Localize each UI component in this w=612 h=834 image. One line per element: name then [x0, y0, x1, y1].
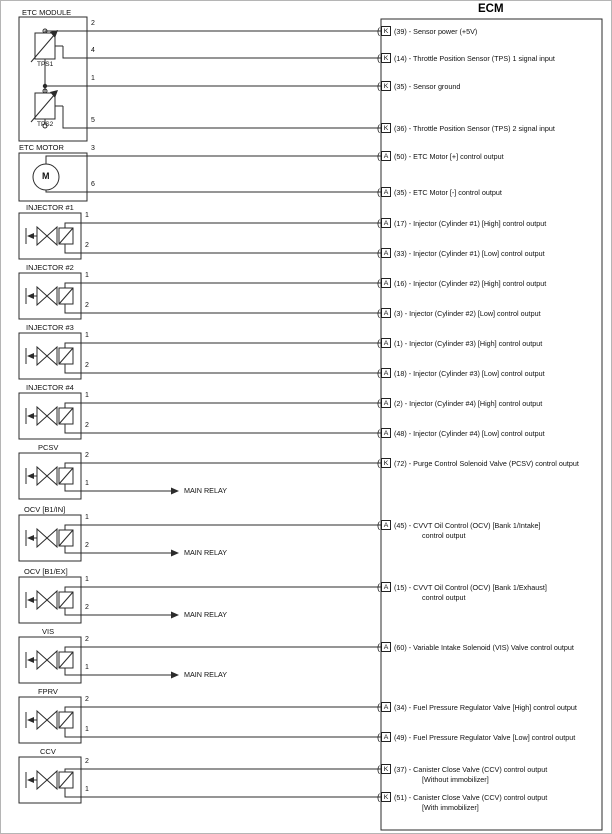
solenoid-valve-icon [26, 227, 73, 245]
pin-description: (50) - ETC Motor [+] control output [394, 151, 504, 161]
pin-number: 1 [85, 272, 89, 279]
connector-id: ( A [381, 702, 391, 712]
connector-id: ( A [381, 428, 391, 438]
injector3-label: INJECTOR #3 [26, 323, 74, 332]
pin-number: 2 [85, 452, 89, 459]
ecm-pin-entry [377, 581, 547, 593]
connector-id: ( K [381, 81, 391, 91]
fprv-symbol [19, 697, 81, 743]
tps1-label: TPS1 [37, 61, 54, 68]
connector-id: ( K [381, 458, 391, 468]
solenoid-valve-icon [26, 711, 73, 729]
pin-description: (34) - Fuel Pressure Regulator Valve [High] control output [394, 702, 577, 712]
pin-description-line2: [With immobilizer] [422, 803, 479, 812]
solenoid-valve-icon [26, 651, 73, 669]
main-relay-arrow-icons [171, 488, 179, 679]
pin-description: (37) - Canister Close Valve (CCV) control output [394, 764, 548, 774]
injector4-symbol [19, 393, 81, 439]
pin-description: (39) - Sensor power (+5V) [394, 26, 478, 36]
ecm-pin-entry [377, 150, 504, 162]
pcsv-symbol [19, 453, 81, 499]
connector-id: ( A [381, 308, 391, 318]
solenoid-valve-icon [26, 591, 73, 609]
ecm-pin-entry [377, 457, 579, 469]
pin-number: 1 [91, 75, 95, 82]
pin-number: 1 [85, 332, 89, 339]
ecm-pin-entry [377, 277, 546, 289]
connector-id: ( A [381, 248, 391, 258]
connector-id: ( A [381, 338, 391, 348]
ccv-symbol [19, 757, 81, 803]
pin-number: 3 [91, 145, 95, 152]
ecm-pin-entry [377, 217, 546, 229]
solenoid-valve-icon [26, 771, 73, 789]
tps2-icon [31, 90, 63, 122]
solenoid-valve-icon [26, 467, 73, 485]
pin-description: (35) - Sensor ground [394, 81, 461, 91]
pin-description: (15) - CVVT Oil Control (OCV) [Bank 1/Exhaust] [394, 582, 547, 592]
etc-module-label: ETC MODULE [22, 8, 72, 17]
ecm-pin-entry [377, 397, 542, 409]
solenoid-valve-icon [26, 529, 73, 547]
ecm-pin-entry [377, 731, 575, 743]
pin-number: 2 [85, 302, 89, 309]
pin-number: 2 [85, 362, 89, 369]
injector2-symbol [19, 273, 81, 319]
connector-id: ( K [381, 123, 391, 133]
pin-description: (14) - Throttle Position Sensor (TPS) 1 signal input [394, 53, 555, 63]
connector-id: ( A [381, 151, 391, 161]
ecm-pin-entry [377, 247, 545, 259]
connector-id: ( A [381, 218, 391, 228]
connector-id: ( A [381, 187, 391, 197]
pin-description: (16) - Injector (Cylinder #2) [High] control output [394, 278, 547, 288]
ecm-title: ECM [478, 3, 504, 15]
pin-description: (2) - Injector (Cylinder #4) [High] control output [394, 398, 543, 408]
injector1-symbol [19, 213, 81, 259]
ecm-pin-entry [377, 122, 555, 134]
solenoid-valve-icon [26, 347, 73, 365]
connector-id: ( K [381, 792, 391, 802]
pin-description: (51) - Canister Close Valve (CCV) control output [394, 792, 548, 802]
motor-m-label: M [42, 171, 50, 181]
pin-number: 1 [85, 480, 89, 487]
ecm-pin-entry [377, 25, 477, 37]
ocv-exhaust-label: OCV [B1/EX] [24, 567, 68, 576]
main-relay-label: MAIN RELAY [184, 610, 228, 619]
connector-id: ( A [381, 582, 391, 592]
pin-description: (45) - CVVT Oil Control (OCV) [Bank 1/Intake] [394, 520, 541, 530]
ocv-intake-label: OCV [B1/IN] [24, 505, 66, 514]
pin-description-line2: control output [422, 593, 466, 602]
connector-id: ( K [381, 26, 391, 36]
tps1-icon [31, 30, 63, 62]
pin-description: (1) - Injector (Cylinder #3) [High] control output [394, 338, 543, 348]
ecm-pin-entry [377, 186, 502, 198]
solenoid-valve-icon [26, 287, 73, 305]
pin-number: 2 [91, 20, 95, 27]
main-relay-label: MAIN RELAY [184, 548, 228, 557]
pin-description: (48) - Injector (Cylinder #4) [Low] control output [394, 428, 545, 438]
injector2-label: INJECTOR #2 [26, 263, 74, 272]
fprv-label: FPRV [38, 687, 58, 696]
pin-number: 4 [91, 47, 95, 54]
main-relay-label: MAIN RELAY [184, 670, 228, 679]
pin-number: 1 [85, 576, 89, 583]
pin-number: 6 [91, 181, 95, 188]
pin-number: 1 [85, 514, 89, 521]
pin-description: (72) - Purge Control Solenoid Valve (PCSV) control output [394, 458, 579, 468]
pin-description: (18) - Injector (Cylinder #3) [Low] control output [394, 368, 545, 378]
ocv-exhaust-symbol [19, 577, 81, 623]
pin-description-line2: control output [422, 531, 466, 540]
etc-motor-symbol [19, 153, 87, 201]
pin-number: 2 [85, 758, 89, 765]
ecm-pin-entry [377, 701, 577, 713]
ecm-pin-entry [377, 427, 545, 439]
wires [45, 31, 381, 797]
pin-description: (35) - ETC Motor [-] control output [394, 187, 502, 197]
connector-id: ( A [381, 732, 391, 742]
injector1-label: INJECTOR #1 [26, 203, 74, 212]
pin-number: 5 [91, 117, 95, 124]
pin-description: (49) - Fuel Pressure Regulator Valve [Low] control output [394, 732, 576, 742]
ecm-pin-entry [377, 367, 545, 379]
connector-id: ( A [381, 642, 391, 652]
pin-number: 2 [85, 604, 89, 611]
pin-number: 2 [85, 636, 89, 643]
pin-description: (17) - Injector (Cylinder #1) [High] control output [394, 218, 547, 228]
vis-label: VIS [42, 627, 55, 636]
ecm-pin-entry [377, 337, 542, 349]
ocv-intake-symbol [19, 515, 81, 561]
pin-description: (60) - Variable Intake Solenoid (VIS) Valve control output [394, 642, 574, 652]
pin-number: 1 [85, 392, 89, 399]
ccv-label: CCV [40, 747, 56, 756]
main-relay-label: MAIN RELAY [184, 486, 228, 495]
connector-id: ( K [381, 53, 391, 63]
injector4-label: INJECTOR #4 [26, 383, 74, 392]
ecm-pin-entry [377, 519, 540, 531]
ecm-pin-entry [377, 763, 547, 775]
pin-number: 2 [85, 242, 89, 249]
pin-number: 1 [85, 212, 89, 219]
pin-number: 2 [85, 696, 89, 703]
pcsv-label: PCSV [38, 443, 59, 452]
pin-description: (33) - Injector (Cylinder #1) [Low] control output [394, 248, 545, 258]
pin-number: 2 [85, 542, 89, 549]
pin-number: 2 [85, 422, 89, 429]
pin-description: (36) - Throttle Position Sensor (TPS) 2 signal input [394, 123, 555, 133]
pin-number: 1 [85, 726, 89, 733]
injector3-symbol [19, 333, 81, 379]
ecm-pin-entry [377, 641, 574, 653]
ecm-pin-entry [377, 307, 541, 319]
pin-description-line2: [Without immobilizer] [422, 775, 489, 784]
etc-motor-label: ETC MOTOR [19, 143, 64, 152]
ecm-pin-entry [377, 80, 460, 92]
connector-id: ( A [381, 278, 391, 288]
connector-id: ( A [381, 398, 391, 408]
pin-number: 1 [85, 664, 89, 671]
connector-id: ( K [381, 764, 391, 774]
connector-id: ( A [381, 520, 391, 530]
connector-id: ( A [381, 368, 391, 378]
ecm-pin-entry [377, 52, 555, 64]
vis-symbol [19, 637, 81, 683]
ecm-pin-entry [377, 791, 547, 803]
pin-number: 1 [85, 786, 89, 793]
tps2-label: TPS2 [37, 121, 54, 128]
pin-description: (3) - Injector (Cylinder #2) [Low] control output [394, 308, 541, 318]
solenoid-valve-icon [26, 407, 73, 425]
